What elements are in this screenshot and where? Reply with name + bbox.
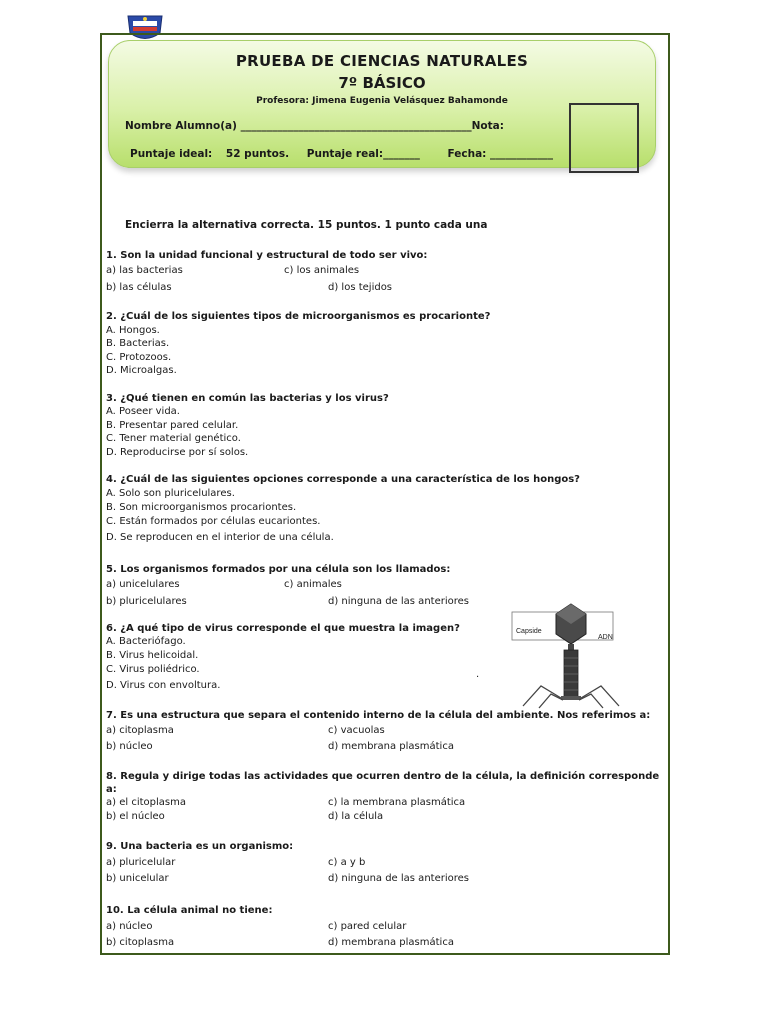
q5-option-d[interactable]: d) ninguna de las anteriores — [328, 596, 469, 607]
q10-option-c[interactable]: c) pared celular — [328, 921, 407, 932]
question-8: 8. Regula y dirige todas las actividades que ocurren dentro de la célula, la definición corresponde — [106, 771, 660, 782]
q1-option-d[interactable]: d) los tejidos — [328, 282, 393, 293]
q8-option-d[interactable]: d) la célula — [328, 811, 384, 822]
score-line — [130, 148, 553, 160]
q1-option-a[interactable]: a) las bacterias — [106, 265, 183, 276]
q8-option-c[interactable]: c) la membrana plasmática — [328, 797, 466, 808]
instructions: Encierra la alternativa correcta. 15 puntos. 1 punto cada una — [125, 219, 488, 231]
q10-option-d[interactable]: d) membrana plasmática — [328, 937, 454, 948]
adn-label: ADN — [598, 634, 613, 641]
bacteriophage-figure — [511, 600, 631, 710]
q8-option-b[interactable]: b) el núcleo — [106, 811, 165, 822]
q9-option-b[interactable]: b) unicelular — [106, 873, 169, 884]
exam-grade: 7º BÁSICO — [338, 74, 426, 92]
q10-option-a[interactable]: a) núcleo — [106, 921, 153, 932]
ideal-score-value: 52 puntos. — [225, 148, 290, 160]
q4-option-d[interactable]: D. Se reproducen en el interior de una célula. — [106, 532, 334, 543]
question-5: 5. Los organismos formados por una célula son los llamados: — [106, 564, 451, 575]
q7-option-a[interactable]: a) citoplasma — [106, 725, 174, 736]
q9-option-a[interactable]: a) pluricelular — [106, 857, 176, 868]
q9-option-c[interactable]: c) a y b — [328, 857, 366, 868]
question-2: 2. ¿Cuál de los siguientes tipos de microorganismos es procarionte? — [106, 311, 491, 322]
q5-option-b[interactable]: b) pluricelulares — [106, 596, 187, 607]
q1-option-c[interactable]: c) los animales — [284, 265, 360, 276]
question-8-continued: a: — [106, 784, 117, 795]
teacher-name: Profesora: Jimena Eugenia Velásquez Bahamonde — [256, 96, 508, 106]
q7-option-d[interactable]: d) membrana plasmática — [328, 741, 454, 752]
q1-option-b[interactable]: b) las células — [106, 282, 172, 293]
stray-mark: . — [476, 669, 480, 680]
q3-option-d[interactable]: D. Reproducirse por sí solos. — [106, 447, 249, 458]
student-name-field[interactable]: Nombre Alumno(a) ____________________________________________Nota: — [125, 120, 504, 132]
question-1: 1. Son la unidad funcional y estructural de todo ser vivo: — [106, 250, 428, 261]
question-10: 10. La célula animal no tiene: — [106, 905, 273, 916]
q6-option-c[interactable]: C. Virus poliédrico. — [106, 664, 200, 675]
question-3: 3. ¿Qué tienen en común las bacterias y los virus? — [106, 393, 389, 404]
question-4: 4. ¿Cuál de las siguientes opciones corresponde a una característica de los hongos? — [106, 474, 580, 485]
date-field[interactable]: Fecha: ____________ — [447, 148, 554, 160]
q6-option-b[interactable]: B. Virus helicoidal. — [106, 650, 199, 661]
q9-option-d[interactable]: d) ninguna de las anteriores — [328, 873, 469, 884]
q8-option-a[interactable]: a) el citoplasma — [106, 797, 186, 808]
question-7: 7. Es una estructura que separa el contenido interno de la célula del ambiente. Nos referimos a: — [106, 710, 651, 721]
q3-option-b[interactable]: B. Presentar pared celular. — [106, 420, 239, 431]
q6-option-d[interactable]: D. Virus con envoltura. — [106, 680, 221, 691]
q2-option-a[interactable]: A. Hongos. — [106, 325, 160, 336]
question-6: 6. ¿A qué tipo de virus corresponde el que muestra la imagen? — [106, 623, 460, 634]
question-9: 9. Una bacteria es un organismo: — [106, 841, 294, 852]
q7-option-c[interactable]: c) vacuolas — [328, 725, 385, 736]
q2-option-b[interactable]: B. Bacterias. — [106, 338, 170, 349]
q3-option-c[interactable]: C. Tener material genético. — [106, 433, 241, 444]
q4-option-b[interactable]: B. Son microorganismos procariontes. — [106, 502, 297, 513]
q6-option-a[interactable]: A. Bacteriófago. — [106, 636, 186, 647]
exam-title: PRUEBA DE CIENCIAS NATURALES — [235, 52, 529, 70]
q10-option-b[interactable]: b) citoplasma — [106, 937, 175, 948]
q7-option-b[interactable]: b) núcleo — [106, 741, 153, 752]
q3-option-a[interactable]: A. Poseer vida. — [106, 406, 180, 417]
capside-label: Capside — [516, 628, 542, 635]
q2-option-c[interactable]: C. Protozoos. — [106, 352, 172, 363]
q4-option-a[interactable]: A. Solo son pluricelulares. — [106, 488, 235, 499]
q4-option-c[interactable]: C. Están formados por células eucariontes. — [106, 516, 321, 527]
q5-option-a[interactable]: a) unicelulares — [106, 579, 180, 590]
grade-box[interactable] — [569, 103, 639, 173]
real-score-field[interactable]: Puntaje real:_______ — [306, 148, 420, 160]
q2-option-d[interactable]: D. Microalgas. — [106, 365, 177, 376]
q5-option-c[interactable]: c) animales — [284, 579, 342, 590]
ideal-score-label: Puntaje ideal: — [130, 148, 213, 160]
